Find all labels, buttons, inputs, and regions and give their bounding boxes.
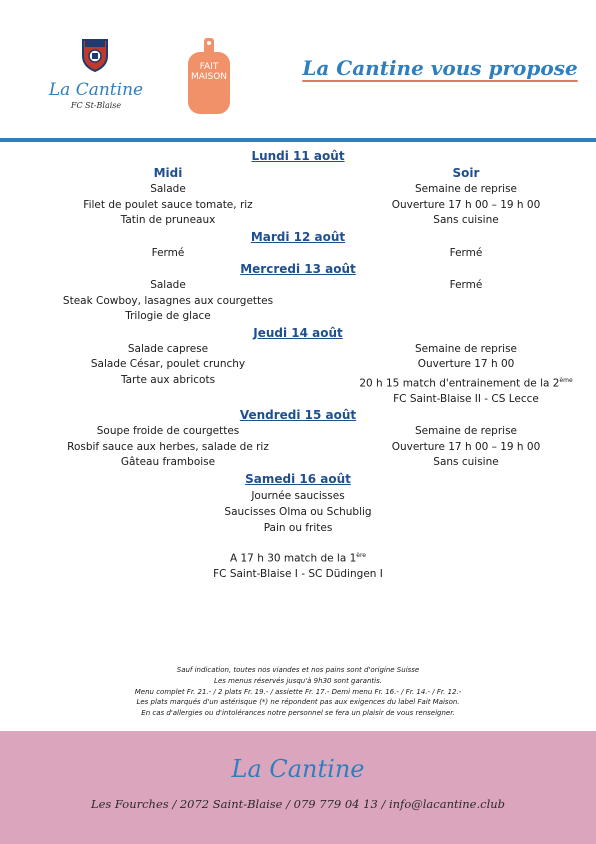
fait-maison-line2: MAISON (190, 72, 228, 82)
menu-item: Trilogie de glace (125, 310, 211, 322)
note-line: En cas d'allergies ou d'intolérances notre personnel se fera un plaisir de vous renseigner. (141, 709, 455, 718)
day-heading: Jeudi 14 août (253, 325, 343, 340)
ordinal-suffix: ère (356, 551, 366, 559)
header (0, 0, 596, 140)
menu-item: Fermé (449, 246, 483, 259)
menu-item: Sans cuisine (433, 214, 499, 226)
midi-column (0, 424, 336, 471)
menu-item: Ouverture 17 h 00 – 19 h 00 (391, 440, 541, 453)
menu-item: Ouverture 17 h 00 (417, 358, 515, 370)
footer-brand-name: La Cantine (231, 755, 365, 783)
menu-item: Filet de poulet sauce tomate, riz (83, 198, 253, 211)
note-line: Menu complet Fr. 21.- / 2 plats Fr. 19.- / assiette Fr. 17.- Demi menu Fr. 16.- / Fr. 14.- / Fr. 12.- (134, 687, 462, 696)
menu-item: Semaine de reprise (415, 183, 517, 195)
page-title: La Cantine vous propose (302, 56, 578, 80)
menu-item: Soupe froide de courgettes (96, 425, 240, 437)
footer (0, 731, 596, 844)
day-columns (0, 165, 596, 229)
menu-item: FC Saint-Blaise II - CS Lecce (393, 392, 539, 405)
soir-column (336, 278, 596, 325)
menu-item (336, 373, 596, 392)
soir-column (336, 424, 596, 471)
menu-item: Salade (150, 279, 186, 291)
day-columns (0, 246, 596, 262)
day-heading: Mardi 12 août (250, 229, 346, 244)
weekly-menu (0, 148, 596, 582)
note-line: Les menus réservés jusqu'à 9h30 sont garantis. (214, 676, 382, 685)
menu-item: Gâteau framboise (120, 456, 216, 468)
menu-item: Ouverture 17 h 00 – 19 h 00 (391, 198, 541, 211)
day-columns (0, 424, 596, 471)
menu-item: Steak Cowboy, lasagnes aux courgettes (62, 294, 274, 307)
menu-item: Sans cuisine (433, 456, 499, 468)
match-teams: FC Saint-Blaise I - SC Düdingen I (213, 568, 383, 580)
note-line: Les plats marqués d'un astérisque (*) ne répondent pas aux exigences du label Fait Maison. (136, 698, 460, 707)
day-heading: Vendredi 15 août (239, 408, 357, 422)
day-columns (0, 342, 596, 408)
menu-item: Salade caprese (127, 342, 209, 355)
header-divider (0, 138, 596, 142)
day-columns (0, 278, 596, 325)
menu-item: Pain ou frites (263, 521, 333, 534)
spacer (0, 536, 596, 548)
day-heading: Mercredi 13 août (240, 262, 356, 276)
fait-maison-line1: FAIT (199, 62, 219, 72)
midi-column (0, 246, 336, 262)
midi-column (0, 165, 336, 229)
note-line: Sauf indication, toutes nos viandes et nos pains sont d'origine Suisse (176, 666, 420, 674)
menu-item: Rosbif sauce aux herbes, salade de riz (67, 440, 269, 453)
match-text: A 17 h 30 match de la 1 (229, 552, 357, 564)
menu-item: Tarte aux abricots (120, 373, 216, 386)
soir-column (336, 246, 596, 262)
column-heading: Midi (153, 166, 183, 180)
match-text: 20 h 15 match d'entrainement de la 2 (359, 377, 560, 389)
soir-column (336, 165, 596, 229)
brand-name: La Cantine (48, 80, 144, 100)
fait-maison-text (184, 62, 234, 82)
menu-item: Semaine de reprise (415, 425, 517, 437)
menu-item: Fermé (151, 246, 185, 259)
notes (60, 665, 536, 719)
club-crest-icon (81, 38, 109, 72)
menu-item: Saucisses Olma ou Schublig (224, 505, 372, 518)
match-line (0, 548, 596, 567)
day-heading: Samedi 16 août (245, 471, 351, 486)
brand-subtitle: FC St-Blaise (70, 101, 122, 110)
menu-item: Salade (150, 183, 186, 195)
soir-column (336, 342, 596, 408)
midi-column (0, 278, 336, 325)
menu-item: Salade César, poulet crunchy (90, 358, 246, 370)
menu-item: Fermé (449, 279, 483, 291)
midi-column (0, 342, 336, 408)
menu-item: Journée saucisses (251, 489, 345, 502)
day-heading: Lundi 11 août (251, 149, 345, 163)
column-heading: Soir (452, 166, 480, 180)
menu-item: Semaine de reprise (415, 342, 517, 355)
ordinal-suffix: ème (559, 376, 573, 384)
menu-item: Tatin de pruneaux (120, 214, 216, 226)
footer-address: Les Fourches / 2072 Saint-Blaise / 079 779 04 13 / info@lacantine.club (90, 797, 506, 811)
